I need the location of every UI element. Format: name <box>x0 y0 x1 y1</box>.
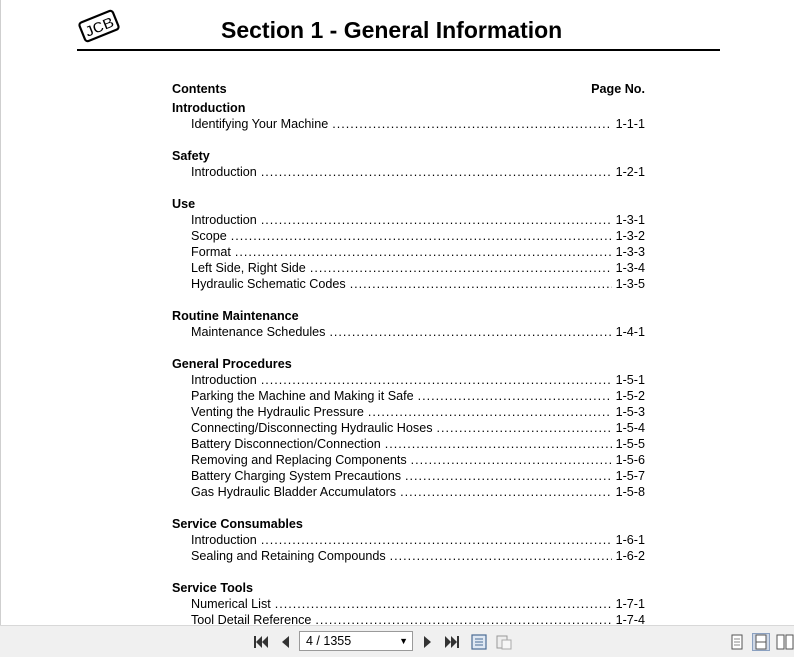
dot-leader <box>261 532 612 548</box>
viewer-toolbar <box>0 625 794 657</box>
page-no-label: Page No. <box>591 82 645 96</box>
toc-entry-label: Hydraulic Schematic Codes <box>191 277 346 291</box>
toc-entry-page: 1-2-1 <box>615 165 645 179</box>
single-page-view-icon[interactable] <box>728 633 746 651</box>
toc-section <box>172 148 645 180</box>
fit-page-icon[interactable] <box>470 633 488 651</box>
dot-leader <box>261 164 612 180</box>
toc-section <box>172 196 645 292</box>
toc-entry-page: 1-5-3 <box>615 405 645 419</box>
toc-entry[interactable] <box>172 116 645 132</box>
last-page-icon[interactable] <box>443 633 461 651</box>
toc-header <box>172 81 645 97</box>
contents-label: Contents <box>172 82 227 96</box>
toc-section <box>172 356 645 500</box>
page-number-select[interactable] <box>299 631 413 651</box>
toc-entry[interactable] <box>172 372 645 388</box>
toc-entry[interactable] <box>172 324 645 340</box>
title-rule <box>77 49 720 51</box>
toc-entry[interactable] <box>172 532 645 548</box>
dot-leader <box>231 228 612 244</box>
section-heading: Service Consumables <box>172 517 303 531</box>
toc-entry[interactable] <box>172 596 645 612</box>
toc-entry[interactable] <box>172 612 645 625</box>
toc-entry-label: Removing and Replacing Components <box>191 453 407 467</box>
toc-entry[interactable] <box>172 420 645 436</box>
section-heading: Use <box>172 197 196 211</box>
toc-entry-page: 1-1-1 <box>615 117 645 131</box>
dot-leader <box>400 484 612 500</box>
toc-entry-page: 1-6-1 <box>615 533 645 547</box>
jcb-logo <box>78 8 120 44</box>
toc-entry[interactable] <box>172 404 645 420</box>
toc-entry-page: 1-5-1 <box>615 373 645 387</box>
toc-entry-page: 1-5-2 <box>615 389 645 403</box>
toc-entry-page: 1-7-4 <box>615 613 645 625</box>
toc-entry[interactable] <box>172 164 645 180</box>
svg-text:JCB: JCB <box>82 13 117 41</box>
toc-entry[interactable] <box>172 212 645 228</box>
dot-leader <box>385 436 612 452</box>
toc-entry-page: 1-3-4 <box>615 261 645 275</box>
facing-view-icon[interactable] <box>776 633 794 651</box>
dot-leader <box>275 596 612 612</box>
toc-entry-label: Sealing and Retaining Compounds <box>191 549 386 563</box>
toc-entry-page: 1-5-5 <box>615 437 645 451</box>
toc-entry-label: Introduction <box>191 165 257 179</box>
continuous-view-icon[interactable] <box>752 633 770 651</box>
toc-entry[interactable] <box>172 452 645 468</box>
dot-leader <box>329 324 611 340</box>
page-title: Section 1 - General Information <box>221 17 563 43</box>
chevron-down-icon: ▼ <box>399 636 408 646</box>
toc-entry[interactable] <box>172 260 645 276</box>
toc-entry-page: 1-5-4 <box>615 421 645 435</box>
dot-leader <box>368 404 612 420</box>
toc-entry[interactable] <box>172 548 645 564</box>
next-page-icon[interactable] <box>419 633 437 651</box>
table-of-contents <box>172 81 645 625</box>
export-icon[interactable] <box>495 633 513 651</box>
dot-leader <box>315 612 611 625</box>
toc-entry-page: 1-7-1 <box>615 597 645 611</box>
toc-entry[interactable] <box>172 484 645 500</box>
section-heading: General Procedures <box>172 357 292 371</box>
section-heading: Safety <box>172 149 210 163</box>
toc-entry-page: 1-3-5 <box>615 277 645 291</box>
toc-entry-page: 1-6-2 <box>615 549 645 563</box>
section-heading: Routine Maintenance <box>172 309 299 323</box>
toc-section <box>172 308 645 340</box>
toc-entry-page: 1-4-1 <box>615 325 645 339</box>
toc-entry-page: 1-3-3 <box>615 245 645 259</box>
page-indicator: 4 / 1355 <box>306 634 352 648</box>
toc-section <box>172 100 645 132</box>
toc-entry-label: Venting the Hydraulic Pressure <box>191 405 364 419</box>
toc-entry-page: 1-3-2 <box>615 229 645 243</box>
dot-leader <box>350 276 612 292</box>
toc-entry[interactable] <box>172 276 645 292</box>
dot-leader <box>405 468 612 484</box>
toc-entry-label: Introduction <box>191 373 257 387</box>
toc-entry-label: Maintenance Schedules <box>191 325 326 339</box>
dot-leader <box>332 116 611 132</box>
toc-entry-label: Introduction <box>191 533 257 547</box>
toc-entry-label: Gas Hydraulic Bladder Accumulators <box>191 485 397 499</box>
toc-entry-page: 1-5-8 <box>615 485 645 499</box>
toc-entry[interactable] <box>172 468 645 484</box>
dot-leader <box>261 372 612 388</box>
toc-entry-label: Scope <box>191 229 227 243</box>
toc-section <box>172 580 645 625</box>
dot-leader <box>235 244 612 260</box>
toc-entry-label: Format <box>191 245 231 259</box>
dot-leader <box>437 420 612 436</box>
toc-entry[interactable] <box>172 436 645 452</box>
toc-entry-label: Connecting/Disconnecting Hydraulic Hoses <box>191 421 433 435</box>
toc-entry[interactable] <box>172 244 645 260</box>
dot-leader <box>411 452 612 468</box>
dot-leader <box>390 548 612 564</box>
toc-entry-page: 1-5-6 <box>615 453 645 467</box>
toc-entry-label: Battery Charging System Precautions <box>191 469 401 483</box>
dot-leader <box>310 260 612 276</box>
toc-entry-label: Identifying Your Machine <box>191 117 329 131</box>
toc-entry-page: 1-5-7 <box>615 469 645 483</box>
toc-entry-label: Parking the Machine and Making it Safe <box>191 389 414 403</box>
first-page-icon[interactable] <box>252 633 270 651</box>
dot-leader <box>261 212 612 228</box>
toc-entry-label: Introduction <box>191 213 257 227</box>
previous-page-icon[interactable] <box>276 633 294 651</box>
toc-entry[interactable] <box>172 228 645 244</box>
section-heading: Service Tools <box>172 581 253 595</box>
section-heading: Introduction <box>172 101 246 115</box>
toc-entry-page: 1-3-1 <box>615 213 645 227</box>
toc-entry-label: Tool Detail Reference <box>191 613 312 625</box>
toc-entry[interactable] <box>172 388 645 404</box>
toc-entry-label: Battery Disconnection/Connection <box>191 437 381 451</box>
dot-leader <box>418 388 612 404</box>
toc-entry-label: Left Side, Right Side <box>191 261 306 275</box>
toc-section <box>172 516 645 564</box>
toc-entry-label: Numerical List <box>191 597 271 611</box>
